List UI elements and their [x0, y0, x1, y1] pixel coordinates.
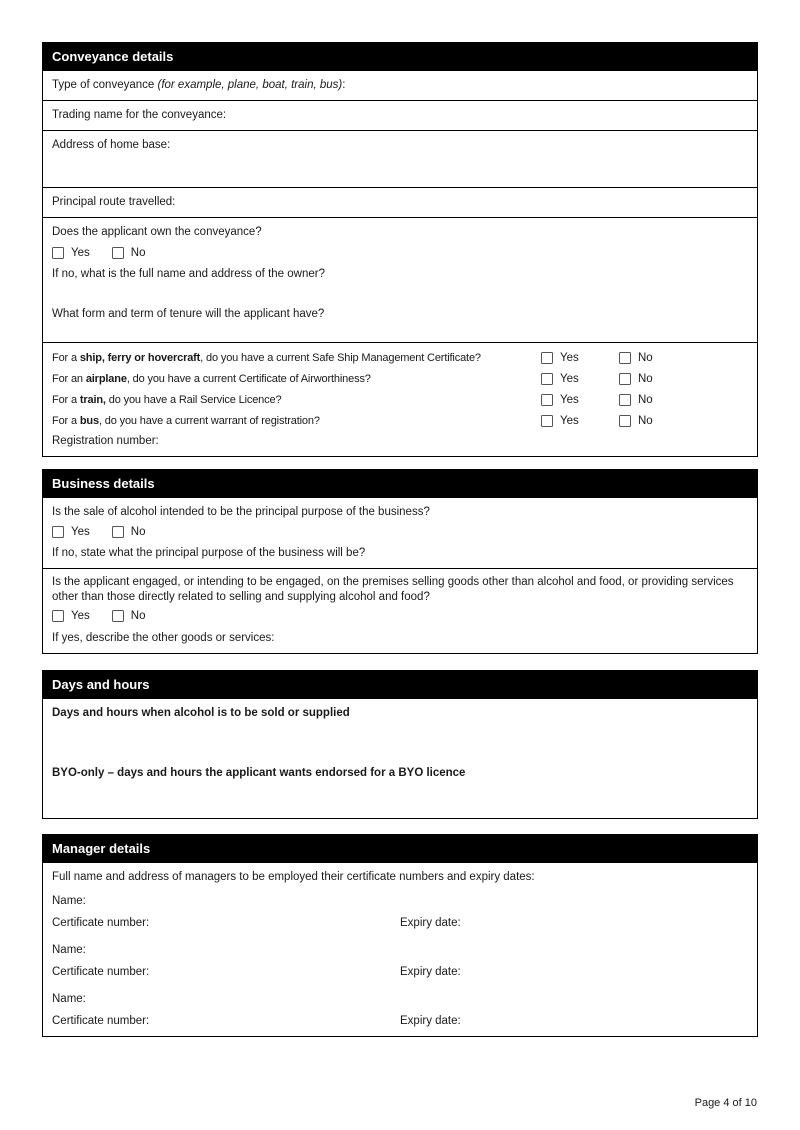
cert-train-yes-checkbox[interactable] [541, 394, 553, 406]
field-certificates [43, 342, 757, 456]
ownership-tenure-question[interactable]: What form and term of tenure will the applicant have? [52, 308, 325, 320]
field-principal-route[interactable] [43, 187, 757, 217]
section-title-manager: Manager details [43, 835, 757, 862]
manager-2-certificate-field[interactable]: Certificate number: [52, 966, 150, 978]
manager-1-expiry-field[interactable]: Expiry date: [400, 917, 461, 929]
manager-2-cert-row [52, 965, 748, 980]
principal-purpose-yes-checkbox[interactable] [52, 526, 64, 538]
other-goods-no-label: No [130, 610, 146, 622]
field-label: Trading name for the conveyance: [52, 109, 227, 121]
section-title-days-hours: Days and hours [43, 671, 757, 698]
other-goods-no-checkbox[interactable] [112, 610, 124, 622]
cert-ship-no-checkbox[interactable] [619, 352, 631, 364]
cert-q-bold: airplane [85, 372, 127, 385]
cert-q-bold: ship, ferry or hovercraft [79, 351, 201, 364]
field-days-hours [43, 698, 757, 818]
cert-train-yes-option [541, 394, 619, 406]
manager-1-cert-row [52, 916, 748, 931]
field-label: Address of home base: [52, 139, 171, 151]
ownership-no-label: No [130, 247, 146, 259]
field-type-of-conveyance[interactable] [43, 70, 757, 100]
cert-q-prefix: For an [52, 372, 86, 385]
cert-q-bold: bus [79, 414, 99, 427]
principal-purpose-yes-option [52, 526, 90, 538]
manager-block-2 [52, 943, 748, 980]
cert-question [52, 394, 541, 406]
cert-q-prefix: For a [52, 414, 80, 427]
cert-bus-no-option [619, 415, 653, 427]
manager-3-cert-row [52, 1014, 748, 1029]
cert-bus-yes-label: Yes [560, 414, 579, 427]
ownership-if-no-question[interactable]: If no, what is the full name and address of the owner? [52, 268, 325, 280]
section-manager-details [42, 834, 758, 1037]
field-principal-purpose [43, 497, 757, 568]
field-other-goods [43, 568, 757, 653]
manager-2-expiry-field[interactable]: Expiry date: [400, 966, 461, 978]
cert-q-prefix: For a [52, 351, 80, 364]
field-label: Principal route travelled: [52, 196, 176, 208]
manager-2-name-field[interactable]: Name: [52, 944, 86, 956]
section-conveyance-details [42, 42, 758, 457]
section-title-business: Business details [43, 470, 757, 497]
ownership-no-checkbox[interactable] [112, 247, 124, 259]
cert-bus-yes-option [541, 415, 619, 427]
other-goods-yes-label: Yes [71, 610, 90, 622]
principal-purpose-options [52, 525, 748, 539]
cert-q-bold: train, [79, 393, 106, 406]
cert-q-suffix: , do you have a current Certificate of Airworthiness? [126, 372, 371, 385]
field-home-base-address[interactable] [43, 130, 757, 187]
page-number: Page 4 of 10 [694, 1097, 757, 1109]
other-goods-yes-checkbox[interactable] [52, 610, 64, 622]
cert-q-suffix: , do you have a current warrant of registration? [98, 414, 320, 427]
cert-row-airplane [52, 371, 748, 386]
section-days-and-hours [42, 670, 758, 819]
manager-3-expiry-field[interactable]: Expiry date: [400, 1015, 461, 1027]
ownership-no-option [112, 247, 146, 259]
other-goods-options [52, 609, 748, 623]
manager-1-certificate-field[interactable]: Certificate number: [52, 917, 150, 929]
cert-airplane-no-option [619, 373, 653, 385]
manager-3-name-field[interactable]: Name: [52, 993, 86, 1005]
ownership-yes-option [52, 247, 90, 259]
cert-airplane-no-checkbox[interactable] [619, 373, 631, 385]
other-goods-yes-option [52, 610, 90, 622]
managers-intro: Full name and address of managers to be employed their certificate numbers and expiry dates: [52, 871, 535, 883]
cert-airplane-yes-checkbox[interactable] [541, 373, 553, 385]
cert-train-yes-label: Yes [560, 393, 579, 406]
cert-ship-no-label: No [638, 351, 653, 364]
cert-question [52, 352, 541, 364]
section-title-conveyance: Conveyance details [43, 43, 757, 70]
cert-airplane-yes-label: Yes [560, 372, 579, 385]
cert-bus-no-checkbox[interactable] [619, 415, 631, 427]
field-trading-name[interactable] [43, 100, 757, 130]
field-managers [43, 862, 757, 1036]
cert-question [52, 415, 541, 427]
cert-train-no-checkbox[interactable] [619, 394, 631, 406]
manager-1-name-field[interactable]: Name: [52, 895, 86, 907]
cert-airplane-yes-option [541, 373, 619, 385]
principal-purpose-no-checkbox[interactable] [112, 526, 124, 538]
cert-bus-no-label: No [638, 414, 653, 427]
ownership-yes-label: Yes [71, 247, 90, 259]
ownership-yes-checkbox[interactable] [52, 247, 64, 259]
field-ownership [43, 217, 757, 342]
manager-3-certificate-field[interactable]: Certificate number: [52, 1015, 150, 1027]
cert-question [52, 373, 541, 385]
other-goods-if-yes[interactable]: If yes, describe the other goods or services: [52, 632, 275, 644]
principal-purpose-yes-label: Yes [71, 526, 90, 538]
cert-train-no-label: No [638, 393, 653, 406]
cert-q-suffix: , do you have a current Safe Ship Management Certificate? [200, 351, 481, 364]
cert-row-train [52, 392, 748, 407]
manager-block-3 [52, 992, 748, 1029]
form-content [42, 42, 758, 1037]
cert-bus-yes-checkbox[interactable] [541, 415, 553, 427]
other-goods-question: Is the applicant engaged, or intending to be engaged, on the premises selling goods other than alcohol and food, or providing services other than those directly related to selling and supplying alcohol and food? [52, 576, 734, 603]
registration-number-field[interactable]: Registration number: [52, 435, 159, 447]
type-label-prefix: Type of conveyance [52, 79, 158, 91]
cert-ship-yes-label: Yes [560, 351, 579, 364]
cert-row-bus [52, 413, 748, 428]
other-goods-no-option [112, 610, 146, 622]
principal-purpose-no-label: No [130, 526, 146, 538]
cert-q-prefix: For a [52, 393, 80, 406]
principal-purpose-if-no[interactable]: If no, state what the principal purpose of the business will be? [52, 547, 366, 559]
cert-ship-yes-checkbox[interactable] [541, 352, 553, 364]
principal-purpose-question: Is the sale of alcohol intended to be the principal purpose of the business? [52, 506, 430, 518]
cert-airplane-no-label: No [638, 372, 653, 385]
sold-supplied-label[interactable]: Days and hours when alcohol is to be sold or supplied [52, 707, 350, 719]
ownership-question: Does the applicant own the conveyance? [52, 226, 262, 238]
cert-train-no-option [619, 394, 653, 406]
principal-purpose-no-option [112, 526, 146, 538]
type-label-example: (for example, plane, boat, train, bus) [157, 79, 343, 91]
cert-q-suffix: do you have a Rail Service Licence? [105, 393, 282, 406]
manager-block-1 [52, 894, 748, 931]
cert-ship-no-option [619, 352, 653, 364]
field-label [52, 79, 345, 91]
cert-row-ship [52, 350, 748, 365]
type-label-suffix: : [342, 79, 346, 91]
byo-endorsement-label[interactable]: BYO-only – days and hours the applicant wants endorsed for a BYO licence [52, 767, 466, 779]
section-business-details [42, 469, 758, 654]
ownership-options [52, 246, 748, 260]
cert-ship-yes-option [541, 352, 619, 364]
